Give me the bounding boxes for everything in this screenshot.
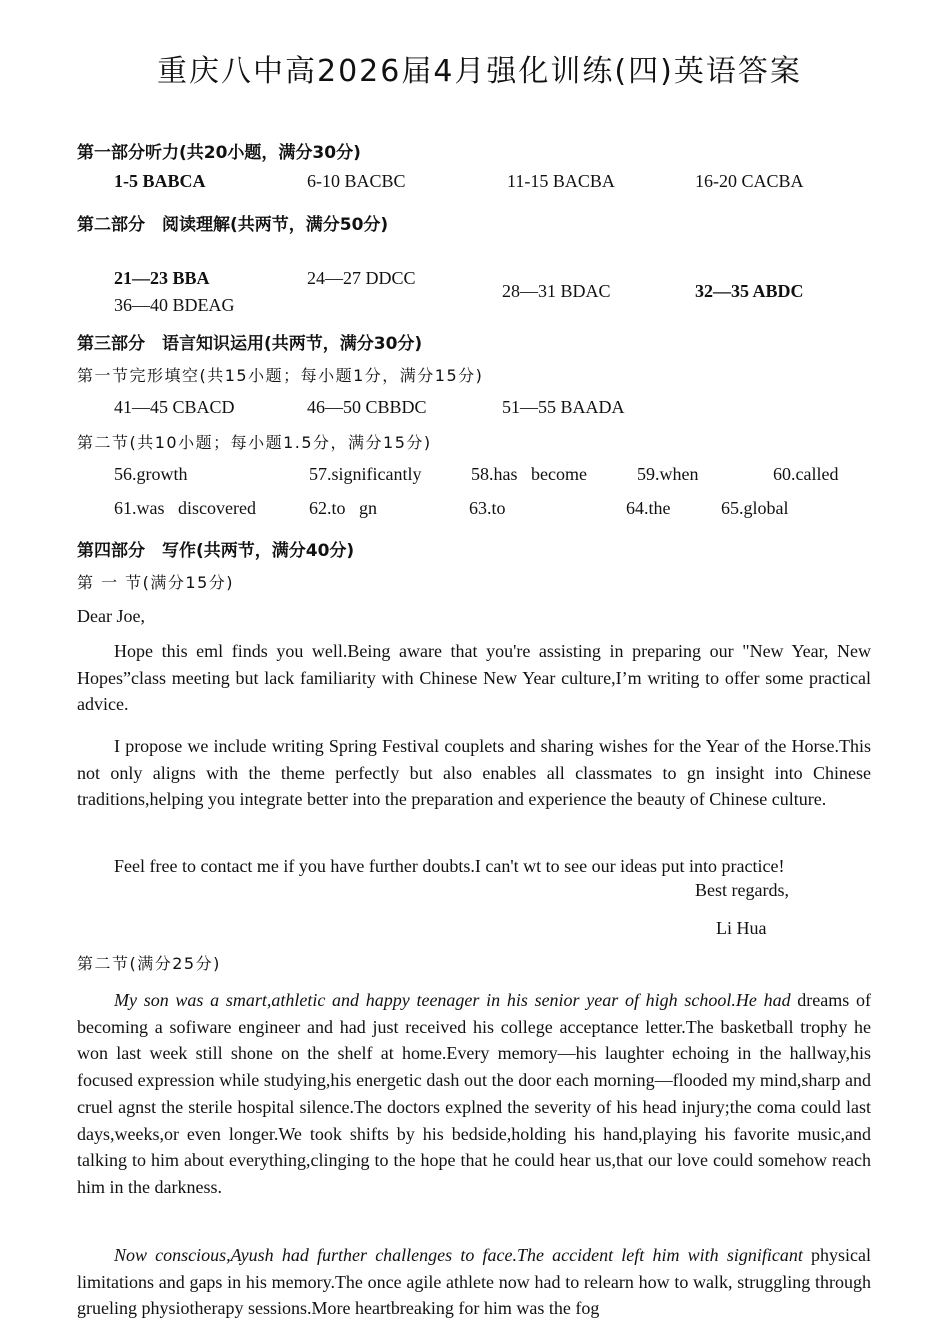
story-continuation: physical limitations and gaps in his memory.The once agile athlete now had to relearn how to walk, struggling through grueling physiotherapy sessions.More heartbreaking for him was the fog: [77, 1245, 871, 1319]
part3-section1-title: 第一节完形填空(共15小题；每小题1分，满分15分): [77, 366, 484, 385]
part3-heading: 第三部分 语言知识运用(共两节，满分30分): [77, 334, 423, 354]
blank-answer: 63.to: [469, 498, 506, 518]
letter-closing: Best regards,: [695, 880, 789, 900]
answer-group: 21—23 BBA: [114, 268, 210, 288]
story-continuation: dreams of becoming a sofiware engineer and had just received his college acceptance letter.The basketball trophy he won last week still shone on the shelf at home.Every memory—his laughter echoing in the hallway,his focused expression while studying,his energetic dash out the door each morning—flooded my mind,sharp and cruel agnst the sterile hospital silence.The doctors explned the severity of his head injury;the coma could last days,weeks,or even longer.We took shifts by his bedside,holding his hand,playing his favorite music,and talking to him about everything,clinging to the hope that he could hear us,that our love could somehow reach him in the darkness.: [77, 990, 871, 1197]
letter-paragraph: Feel free to contact me if you have further doubts.I can't wt to see our ideas put into practice!: [114, 856, 785, 876]
blank-answer: 57.significantly: [309, 464, 422, 484]
answer-group: 46—50 CBBDC: [307, 397, 427, 417]
answer-group: 6-10 BACBC: [307, 171, 406, 191]
answer-group: 28—31 BDAC: [502, 281, 611, 301]
blank-answer: 62.to gn: [309, 498, 378, 518]
part3-section2-title: 第二节(共10小题；每小题1.5分，满分15分): [77, 433, 432, 452]
part1-heading: 第一部分听力(共20小题，满分30分): [77, 143, 361, 163]
answer-group: 32—35 ABDC: [695, 281, 804, 301]
blank-answer: 61.was discovered: [114, 498, 256, 518]
letter-paragraph: Hope this eml finds you well.Being aware that you're assisting in preparing our "New Year, New Hopes”class meeting but lack familiarity with Chinese New Year culture,I’m writing to offer some practical advice.: [77, 641, 871, 715]
part4-section2-title: 第二节(满分25分): [77, 954, 221, 973]
answer-group: 36—40 BDEAG: [114, 295, 235, 315]
answer-group: 11-15 BACBA: [507, 171, 615, 191]
story-opening-sentence: Now conscious,Ayush had further challenges to face.The accident left him with significant: [114, 1245, 803, 1265]
answer-group: 24—27 DDCC: [307, 268, 416, 288]
blank-answer: 58.has become: [471, 464, 587, 484]
answer-group: 1-5 BABCA: [114, 171, 206, 191]
answer-group: 51—55 BAADA: [502, 397, 625, 417]
page-title: 重庆八中高2026届4月强化训练(四)英语答案: [157, 54, 802, 89]
blank-answer: 59.when: [637, 464, 699, 484]
letter-greeting: Dear Joe,: [77, 606, 145, 626]
blank-answer: 60.called: [773, 464, 839, 484]
letter-paragraph: I propose we include writing Spring Festival couplets and sharing wishes for the Year of the Horse.This not only aligns with the theme perfectly but also enables all classmates to gn insight into Chinese traditions,helping you integrate better into the preparation and experience the beauty of Chinese culture.: [77, 736, 871, 810]
answer-group: 16-20 CACBA: [695, 171, 804, 191]
part4-heading: 第四部分 写作(共两节，满分40分): [77, 541, 355, 561]
answer-group: 41—45 CBACD: [114, 397, 235, 417]
blank-answer: 64.the: [626, 498, 671, 518]
story-paragraph: [77, 1242, 871, 1322]
story-opening-sentence: My son was a smart,athletic and happy teenager in his senior year of high school.He had: [114, 990, 791, 1010]
blank-answer: 65.global: [721, 498, 789, 518]
blank-answer: 56.growth: [114, 464, 188, 484]
part2-heading: 第二部分 阅读理解(共两节，满分50分): [77, 215, 389, 235]
letter-signature: Li Hua: [716, 918, 767, 938]
part4-section1-title: 第 一 节(满分15分): [77, 573, 235, 592]
story-paragraph: [77, 987, 871, 1201]
